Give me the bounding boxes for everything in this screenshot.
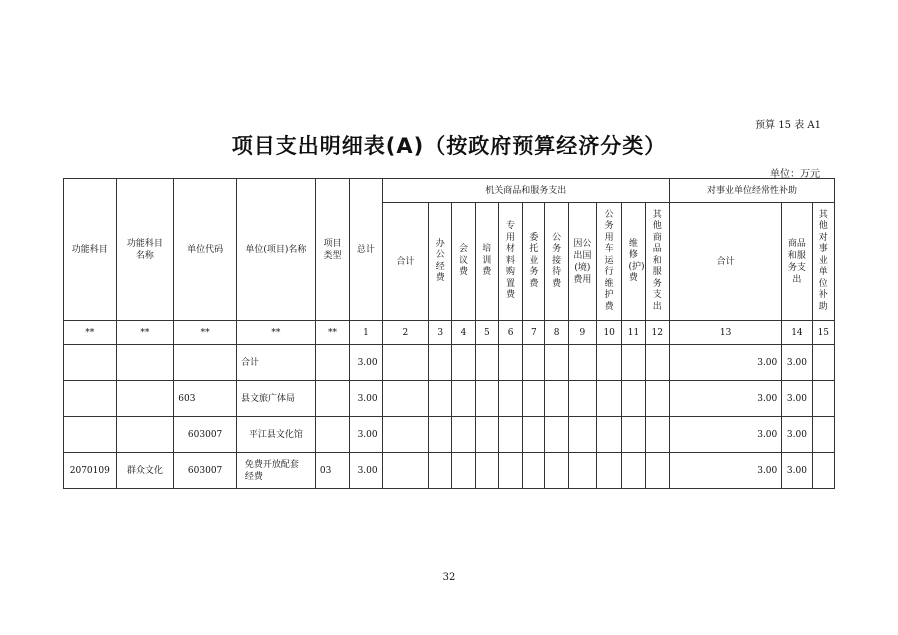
index-cell: 4 xyxy=(452,321,475,345)
header-col-8: 公务接待费 xyxy=(545,203,568,321)
cell-func-name xyxy=(116,381,174,417)
cell-name: 县文旅广体局 xyxy=(236,381,315,417)
header-col-12: 其他商品和服务支出 xyxy=(645,203,669,321)
header-unit-code: 单位代码 xyxy=(174,179,237,321)
index-cell: ** xyxy=(236,321,315,345)
cell-func: 2070109 xyxy=(64,453,117,489)
form-number: 预算 15 表 A1 xyxy=(755,120,821,131)
cell-subsidy-goods: 3.00 xyxy=(782,381,812,417)
header-col-7: 委托业务费 xyxy=(523,203,545,321)
cell-func-name: 群众文化 xyxy=(116,453,174,489)
header-col-15: 其他对事业单位补助 xyxy=(812,203,834,321)
header-func-subject: 功能科目 xyxy=(64,179,117,321)
unit-label: 单位：万元 xyxy=(770,169,820,180)
cell-subsidy-total: 3.00 xyxy=(669,381,781,417)
cell-subsidy-total: 3.00 xyxy=(669,453,781,489)
index-cell: 12 xyxy=(645,321,669,345)
header-func-subject-name: 功能科目名称 xyxy=(116,179,174,321)
table-row xyxy=(64,381,835,417)
index-cell: ** xyxy=(116,321,174,345)
table-row xyxy=(64,345,835,381)
cell-type xyxy=(315,345,349,381)
index-cell: ** xyxy=(174,321,237,345)
index-cell: 15 xyxy=(812,321,834,345)
header-col-10: 公务用车运行维护费 xyxy=(597,203,622,321)
header-group-agency: 机关商品和服务支出 xyxy=(382,179,669,203)
index-cell: 13 xyxy=(669,321,781,345)
cell-func-name xyxy=(116,417,174,453)
index-cell: 10 xyxy=(597,321,622,345)
cell-subsidy-total: 3.00 xyxy=(669,345,781,381)
cell-code: 603007 xyxy=(174,453,237,489)
cell-code xyxy=(174,345,237,381)
index-cell: 5 xyxy=(475,321,498,345)
cell-subsidy-goods: 3.00 xyxy=(782,453,812,489)
header-col-11: 维修(护)费 xyxy=(622,203,645,321)
cell-total: 3.00 xyxy=(350,453,382,489)
index-cell: 3 xyxy=(429,321,452,345)
cell-name: 免费开放配套经费 xyxy=(236,453,315,489)
header-col-4: 会议费 xyxy=(452,203,475,321)
header-col-5: 培训费 xyxy=(475,203,498,321)
index-cell: 8 xyxy=(545,321,568,345)
cell-func xyxy=(64,381,117,417)
cell-total: 3.00 xyxy=(350,345,382,381)
cell-subsidy-total: 3.00 xyxy=(669,417,781,453)
cell-type xyxy=(315,417,349,453)
index-cell: 1 xyxy=(350,321,382,345)
table-row xyxy=(64,417,835,453)
cell-func xyxy=(64,345,117,381)
header-project-type: 项目类型 xyxy=(315,179,349,321)
index-cell: ** xyxy=(64,321,117,345)
header-col-2: 合计 xyxy=(382,203,429,321)
budget-table xyxy=(63,178,835,489)
header-group-subsidy: 对事业单位经常性补助 xyxy=(669,179,834,203)
header-col-3: 办公经费 xyxy=(429,203,452,321)
header-unit-name: 单位(项目)名称 xyxy=(236,179,315,321)
index-cell: 6 xyxy=(498,321,522,345)
header-col-14: 商品和服务支出 xyxy=(782,203,812,321)
index-row xyxy=(64,321,835,345)
index-cell: ** xyxy=(315,321,349,345)
index-cell: 2 xyxy=(382,321,429,345)
index-cell: 14 xyxy=(782,321,812,345)
cell-subsidy-goods: 3.00 xyxy=(782,417,812,453)
cell-code: 603 xyxy=(174,381,237,417)
page-title: 项目支出明细表(A)（按政府预算经济分类） xyxy=(231,134,667,158)
cell-type xyxy=(315,381,349,417)
cell-code: 603007 xyxy=(174,417,237,453)
header-col-13: 合计 xyxy=(669,203,781,321)
header-col-6: 专用材料购置费 xyxy=(498,203,522,321)
header-col-9: 因公出国(境)费用 xyxy=(568,203,596,321)
cell-func xyxy=(64,417,117,453)
index-cell: 11 xyxy=(622,321,645,345)
cell-name: 平江县文化馆 xyxy=(236,417,315,453)
page-number: 32 xyxy=(442,572,456,583)
cell-type: 03 xyxy=(315,453,349,489)
cell-name: 合计 xyxy=(236,345,315,381)
cell-total: 3.00 xyxy=(350,417,382,453)
cell-total: 3.00 xyxy=(350,381,382,417)
index-cell: 7 xyxy=(523,321,545,345)
table-row xyxy=(64,453,835,489)
header-row-1 xyxy=(64,179,835,203)
cell-func-name xyxy=(116,345,174,381)
header-total: 总计 xyxy=(350,179,382,321)
index-cell: 9 xyxy=(568,321,596,345)
cell-subsidy-goods: 3.00 xyxy=(782,345,812,381)
